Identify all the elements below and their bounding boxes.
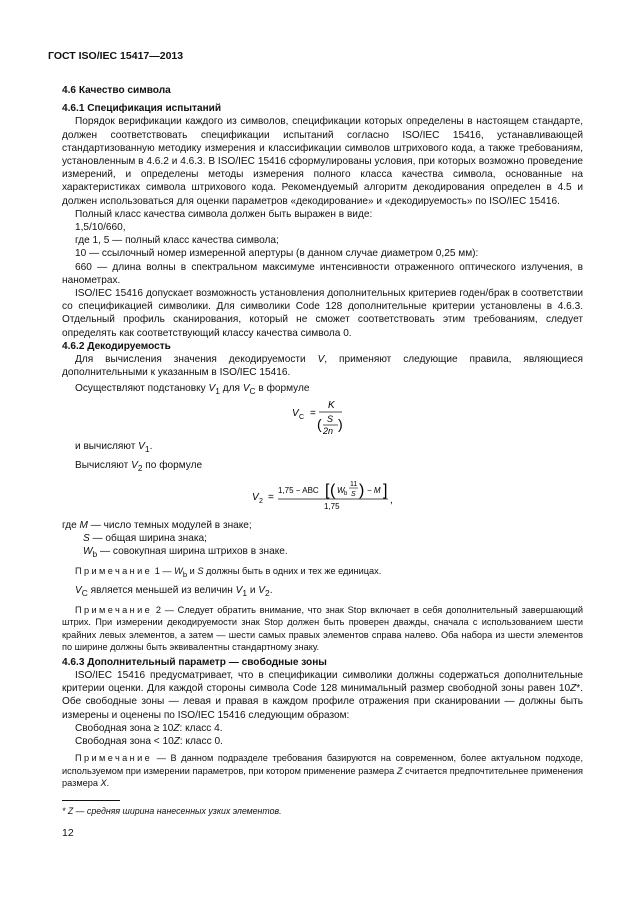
svg-text:=: = — [268, 492, 274, 503]
paragraph: Вычисляют $V_2$ по формуле — [75, 460, 203, 474]
svg-text:S: S — [351, 491, 356, 498]
svg-text:): ) — [338, 416, 343, 432]
paragraph: Свободная зона < 10Z: класс 0. — [75, 735, 223, 747]
section-title-4-6: 4.6 Качество символа — [62, 85, 171, 96]
formula-vc-graphic — [290, 398, 370, 442]
paragraph: Полный класс качества символа должен быть выражен в виде: — [75, 208, 373, 220]
svg-text:11: 11 — [350, 481, 358, 488]
paragraph: Порядок верификации каждого из символов, спецификации которых определены в настоящем стандарте, должен соответствовать спецификации испытаний согласно ISO/IEC 15416, устанавливающей стандартизованную методику измерения и классификации символов штрихового кода, а также требованиям, установленным в 4.6.2 и 4.6.3. В ISO/IEC 15416 сформулированы условия, при которых возможно проведение измерений, и определены методы измерения полного класса качества символа, основанные на характеристиках символа штрихового кода. Рекомендуемый алгоритм декодирования определен в 4.5 и должен использоваться для оценки параметров «декодирование» и «декодируемость» по ISO/IEC 15416. — [62, 116, 583, 207]
svg-text:2: 2 — [259, 498, 263, 505]
svg-text:[: [ — [325, 482, 330, 499]
paragraph: Осуществляют подстановку $V_1$ для $V_C$ в формуле — [75, 383, 310, 397]
svg-text:K: K — [328, 400, 335, 411]
formula-vc — [290, 398, 370, 445]
note-1: Примечание 1 — $W_b$ и S должны быть в одних и тех же единицах. — [75, 565, 382, 579]
where-block — [62, 519, 583, 789]
paragraph: ISO/IEC 15416 предусматривает, что в спецификации символики должны содержаться дополнительные критерии оценки. Для каждой стороны символа Code 128 минимальный размер свободной зоны равен 10Z*. Обе свободные зоны — левая и правая в каждом профиле отражения при сканировании — должны быть измерены и оценены по ISO/IEC 15416 следующим образом: — [62, 669, 583, 721]
svg-text:S: S — [327, 414, 334, 424]
formula-v2 — [250, 474, 400, 517]
subsection-title-4-6-3: 4.6.3 Дополнительный параметр — свободные зоны — [62, 656, 327, 668]
paragraph: Для вычисления значения декодируемости V, применяют следующие правила, являющиеся дополнительными к указанным в ISO/IEC 15416. — [62, 354, 583, 379]
svg-text:C: C — [299, 414, 305, 421]
subsection-title-4-6-1: 4.6.1 Спецификация испытаний — [62, 103, 222, 115]
page-number: 12 — [62, 827, 74, 839]
section-4-6-2-cont — [62, 440, 583, 475]
svg-text:W: W — [337, 486, 345, 495]
svg-text:2n: 2n — [323, 426, 334, 436]
paragraph: $V_C$ является меньшей из величин $V_1$ и $V_2$. — [75, 584, 273, 598]
section-4-6 — [62, 84, 583, 399]
svg-text:): ) — [359, 482, 365, 499]
svg-text:b: b — [344, 491, 348, 497]
svg-text:V: V — [292, 408, 299, 419]
svg-text:1,75 − ABC: 1,75 − ABC — [278, 486, 319, 495]
note-3: Примечание — В данном подразделе требования базируются на современном, более актуальном подходе, используемом при измерении параметров, при котором применение размера Z считается предпочтительнее применения размера X. — [62, 753, 584, 788]
footnote: * Z — средняя ширина нанесенных узких элементов. — [62, 806, 282, 816]
svg-text:1,75: 1,75 — [324, 502, 340, 511]
paragraph: ISO/IEC 15416 допускает возможность установления дополнительных критериев годен/брак в соответствии со спецификацией символики. Для символики Code 128 дополнительные критерии установлены в 4.6.3. Отдельный профиль сканирования, который не сможет соответствовать этим требованиям, следует определять как соответствующий классу качества символа 0. — [62, 288, 583, 339]
svg-text:=: = — [310, 408, 316, 419]
paragraph: где 1, 5 — полный класс качества символа; — [75, 235, 279, 247]
svg-text:(: ( — [317, 416, 322, 432]
footnote-divider — [62, 800, 120, 801]
document-header: ГОСТ ISO/IEC 15417—2013 — [48, 50, 184, 62]
paragraph: Свободная зона ≥ 10Z: класс 4. — [75, 722, 223, 734]
formula-v2-graphic — [250, 474, 400, 514]
svg-text:]: ] — [383, 482, 388, 499]
svg-text:,: , — [390, 495, 393, 506]
subsection-title-4-6-2: 4.6.2 Декодируемость — [62, 340, 171, 352]
where-line: S — общая ширина знака; — [83, 533, 207, 545]
where-line: $W_b$ — совокупная ширина штрихов в знаке. — [83, 546, 288, 560]
paragraph: и вычисляют $V_1$. — [75, 441, 153, 455]
note-2: Примечание 2 — Следует обратить внимание, что знак Stop включает в себя дополнительный завершающий штрих. При измерении декодируемости знак Stop должен быть проверен дважды, сначала с использованием шести крайних левых элементов, а затем — шести самых правых элементов справа налево. Оба набора из шести элементов по ширине должны быть эквивалентны стандартному знаку. — [62, 605, 583, 653]
where-line: где M — число темных модулей в знаке; — [62, 520, 252, 531]
svg-text:V: V — [252, 492, 259, 503]
svg-text:(: ( — [330, 482, 336, 499]
paragraph: 10 — ссылочный номер измеренной апертуры (в данном случае диаметром 0,25 мм): — [75, 248, 479, 260]
paragraph: 660 — длина волны в спектральном максимуме интенсивности отраженного оптического излучения, в нанометрах. — [62, 261, 583, 286]
svg-text:− M: − M — [367, 486, 381, 495]
paragraph: 1,5/10/660, — [75, 222, 126, 234]
